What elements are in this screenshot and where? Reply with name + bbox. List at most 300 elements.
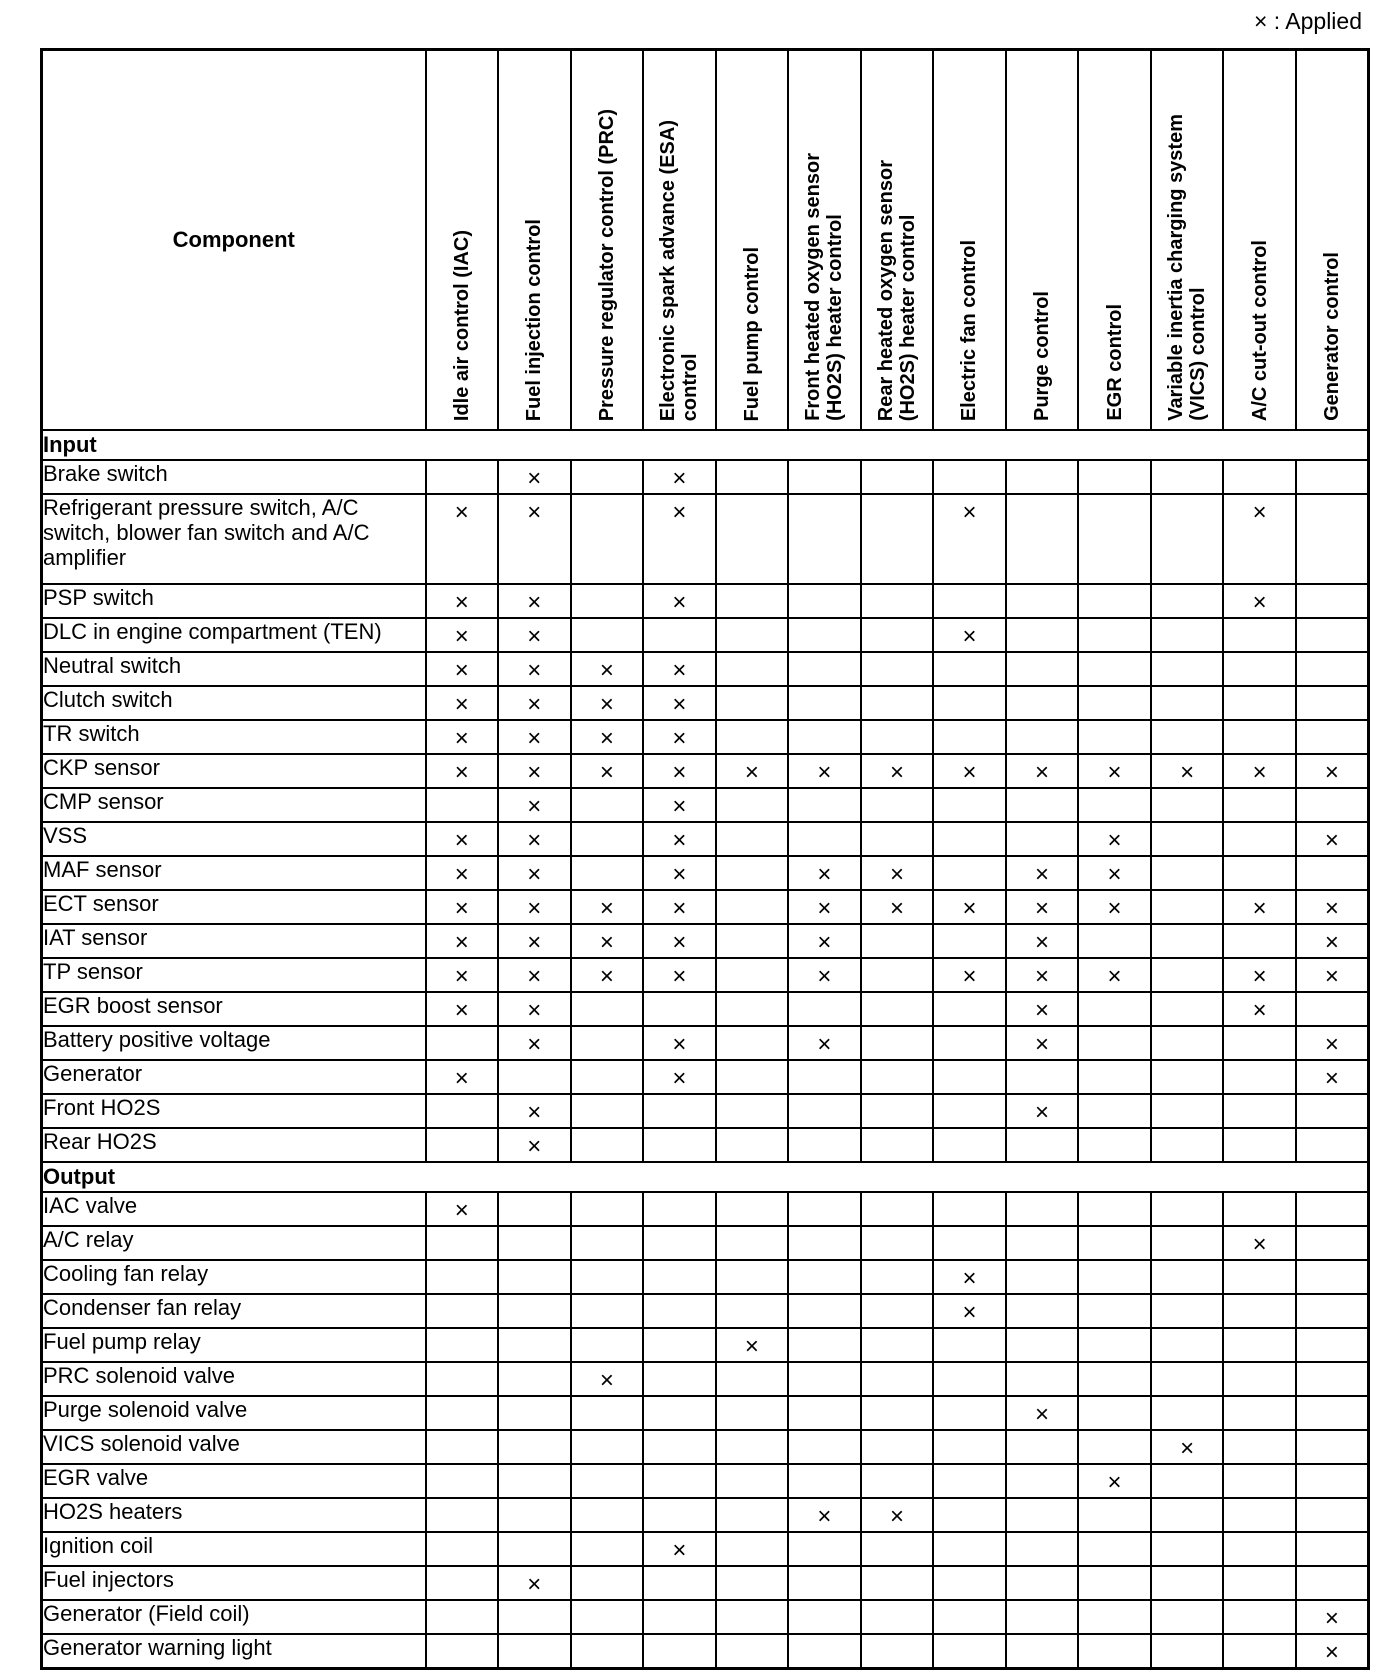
applied-mark: ×: [1223, 584, 1296, 618]
empty-cell: [1078, 1226, 1151, 1260]
applied-mark: ×: [498, 584, 571, 618]
empty-cell: [1296, 1328, 1369, 1362]
empty-cell: [1223, 720, 1296, 754]
applied-mark: ×: [426, 652, 499, 686]
empty-cell: [1151, 1192, 1224, 1226]
column-header-label: Fuel pump control: [740, 246, 763, 421]
empty-cell: [933, 1464, 1006, 1498]
empty-cell: [1223, 1294, 1296, 1328]
empty-cell: [788, 1532, 861, 1566]
empty-cell: [571, 1294, 644, 1328]
applied-mark: ×: [571, 686, 644, 720]
applied-mark: ×: [933, 494, 1006, 584]
empty-cell: [788, 584, 861, 618]
applied-mark: ×: [1296, 1634, 1369, 1669]
empty-cell: [788, 1430, 861, 1464]
applied-mark: ×: [1006, 958, 1079, 992]
empty-cell: [1078, 924, 1151, 958]
empty-cell: [788, 1260, 861, 1294]
column-header: [643, 50, 716, 431]
empty-cell: [933, 1192, 1006, 1226]
empty-cell: [716, 1600, 789, 1634]
empty-cell: [643, 1600, 716, 1634]
applied-mark: ×: [788, 1498, 861, 1532]
table-row: [42, 1060, 1369, 1094]
column-header: [1151, 50, 1224, 431]
column-header: [1296, 50, 1369, 431]
empty-cell: [1296, 686, 1369, 720]
empty-cell: [1223, 652, 1296, 686]
empty-cell: [1151, 584, 1224, 618]
empty-cell: [861, 958, 934, 992]
applied-mark: ×: [498, 460, 571, 494]
empty-cell: [788, 992, 861, 1026]
empty-cell: [643, 992, 716, 1026]
empty-cell: [498, 1328, 571, 1362]
applied-mark: ×: [571, 1362, 644, 1396]
empty-cell: [1223, 856, 1296, 890]
table-row: [42, 618, 1369, 652]
empty-cell: [1223, 1464, 1296, 1498]
empty-cell: [571, 1328, 644, 1362]
empty-cell: [1151, 1226, 1224, 1260]
applied-mark: ×: [1296, 822, 1369, 856]
empty-cell: [1006, 1498, 1079, 1532]
empty-cell: [1296, 788, 1369, 822]
applied-mark: ×: [788, 958, 861, 992]
applied-mark: ×: [1151, 754, 1224, 788]
column-header-label: Electronic spark advance (ESA) control: [657, 119, 702, 421]
applied-mark: ×: [571, 924, 644, 958]
applied-mark: ×: [1078, 856, 1151, 890]
table-row: [42, 856, 1369, 890]
applied-mark: ×: [1223, 754, 1296, 788]
applied-mark: ×: [788, 856, 861, 890]
empty-cell: [571, 992, 644, 1026]
empty-cell: [716, 1532, 789, 1566]
row-label: CKP sensor: [42, 754, 426, 788]
empty-cell: [426, 1396, 499, 1430]
empty-cell: [861, 652, 934, 686]
table-row: [42, 958, 1369, 992]
empty-cell: [788, 1060, 861, 1094]
empty-cell: [1223, 1328, 1296, 1362]
table-row: [42, 1600, 1369, 1634]
empty-cell: [716, 720, 789, 754]
empty-cell: [426, 1532, 499, 1566]
column-header: [1006, 50, 1079, 431]
empty-cell: [861, 1226, 934, 1260]
empty-cell: [933, 856, 1006, 890]
column-header-label: Variable inertia charging system (VICS) control: [1165, 114, 1210, 421]
empty-cell: [1078, 1294, 1151, 1328]
empty-cell: [1296, 856, 1369, 890]
empty-cell: [788, 618, 861, 652]
empty-cell: [1223, 1060, 1296, 1094]
empty-cell: [1078, 494, 1151, 584]
empty-cell: [571, 856, 644, 890]
applied-mark: ×: [498, 1026, 571, 1060]
empty-cell: [1223, 1396, 1296, 1430]
empty-cell: [716, 1226, 789, 1260]
empty-cell: [1296, 584, 1369, 618]
empty-cell: [1296, 494, 1369, 584]
row-label: VICS solenoid valve: [42, 1430, 426, 1464]
empty-cell: [571, 460, 644, 494]
row-label: TP sensor: [42, 958, 426, 992]
applied-mark: ×: [1078, 958, 1151, 992]
column-header-label: Rear heated oxygen sensor (HO2S) heater control: [874, 159, 919, 421]
empty-cell: [1296, 618, 1369, 652]
applied-mark: ×: [498, 618, 571, 652]
row-label: Condenser fan relay: [42, 1294, 426, 1328]
component-header: Component: [42, 50, 426, 431]
empty-cell: [1223, 1260, 1296, 1294]
empty-cell: [933, 1498, 1006, 1532]
empty-cell: [861, 1192, 934, 1226]
empty-cell: [716, 788, 789, 822]
applied-mark: ×: [571, 652, 644, 686]
applied-mark: ×: [498, 958, 571, 992]
empty-cell: [1006, 460, 1079, 494]
empty-cell: [1006, 1566, 1079, 1600]
empty-cell: [788, 1328, 861, 1362]
empty-cell: [1223, 1430, 1296, 1464]
empty-cell: [716, 584, 789, 618]
empty-cell: [1006, 1328, 1079, 1362]
empty-cell: [716, 1128, 789, 1162]
applied-mark: ×: [1296, 754, 1369, 788]
applied-mark: ×: [643, 788, 716, 822]
empty-cell: [716, 1294, 789, 1328]
empty-cell: [1223, 1600, 1296, 1634]
empty-cell: [571, 1430, 644, 1464]
empty-cell: [1078, 460, 1151, 494]
applied-mark: ×: [1006, 1396, 1079, 1430]
applied-mark: ×: [1296, 924, 1369, 958]
empty-cell: [1223, 1362, 1296, 1396]
empty-cell: [861, 1094, 934, 1128]
applied-mark: ×: [643, 494, 716, 584]
applied-mark: ×: [426, 754, 499, 788]
empty-cell: [571, 1026, 644, 1060]
empty-cell: [1078, 652, 1151, 686]
applied-mark: ×: [643, 652, 716, 686]
empty-cell: [571, 618, 644, 652]
empty-cell: [1151, 1362, 1224, 1396]
empty-cell: [788, 1226, 861, 1260]
applied-mark: ×: [933, 618, 1006, 652]
empty-cell: [1296, 1192, 1369, 1226]
empty-cell: [716, 1430, 789, 1464]
empty-cell: [933, 1026, 1006, 1060]
applied-mark: ×: [1223, 1226, 1296, 1260]
empty-cell: [1223, 1128, 1296, 1162]
empty-cell: [1078, 1192, 1151, 1226]
row-label: VSS: [42, 822, 426, 856]
empty-cell: [1151, 1060, 1224, 1094]
empty-cell: [643, 618, 716, 652]
empty-cell: [716, 1192, 789, 1226]
empty-cell: [1151, 1094, 1224, 1128]
row-label: EGR valve: [42, 1464, 426, 1498]
empty-cell: [933, 1094, 1006, 1128]
empty-cell: [498, 1600, 571, 1634]
empty-cell: [643, 1566, 716, 1600]
empty-cell: [933, 686, 1006, 720]
applied-mark: ×: [571, 754, 644, 788]
empty-cell: [1296, 992, 1369, 1026]
applied-mark: ×: [933, 1294, 1006, 1328]
empty-cell: [788, 1566, 861, 1600]
empty-cell: [861, 1026, 934, 1060]
table-row: [42, 1328, 1369, 1362]
empty-cell: [1006, 584, 1079, 618]
empty-cell: [643, 1094, 716, 1128]
empty-cell: [788, 1094, 861, 1128]
empty-cell: [1151, 890, 1224, 924]
section-title: Input: [42, 430, 1369, 460]
empty-cell: [571, 822, 644, 856]
table-row: [42, 1260, 1369, 1294]
table-row: [42, 1362, 1369, 1396]
empty-cell: [861, 1566, 934, 1600]
applied-mark: ×: [1006, 890, 1079, 924]
empty-cell: [571, 788, 644, 822]
table-row: [42, 924, 1369, 958]
empty-cell: [571, 1128, 644, 1162]
applied-mark: ×: [643, 1532, 716, 1566]
empty-cell: [571, 1532, 644, 1566]
empty-cell: [716, 992, 789, 1026]
empty-cell: [643, 1464, 716, 1498]
applied-mark: ×: [861, 754, 934, 788]
applied-mark: ×: [498, 890, 571, 924]
empty-cell: [1151, 788, 1224, 822]
row-label: Clutch switch: [42, 686, 426, 720]
row-label: Front HO2S: [42, 1094, 426, 1128]
applied-mark: ×: [1296, 958, 1369, 992]
empty-cell: [498, 1060, 571, 1094]
empty-cell: [861, 822, 934, 856]
empty-cell: [1151, 1600, 1224, 1634]
column-header-label: Generator control: [1320, 252, 1343, 421]
empty-cell: [498, 1532, 571, 1566]
column-header: [1078, 50, 1151, 431]
empty-cell: [716, 1094, 789, 1128]
empty-cell: [1078, 618, 1151, 652]
empty-cell: [571, 494, 644, 584]
empty-cell: [571, 1260, 644, 1294]
empty-cell: [933, 1328, 1006, 1362]
applied-mark: ×: [1078, 754, 1151, 788]
empty-cell: [861, 1060, 934, 1094]
empty-cell: [1223, 1532, 1296, 1566]
empty-cell: [861, 992, 934, 1026]
applied-mark: ×: [498, 652, 571, 686]
applied-mark: ×: [498, 924, 571, 958]
empty-cell: [1296, 1294, 1369, 1328]
applied-mark: ×: [571, 890, 644, 924]
table-row: [42, 1094, 1369, 1128]
empty-cell: [788, 1634, 861, 1669]
column-header-label: Purge control: [1031, 290, 1054, 421]
row-label: IAC valve: [42, 1192, 426, 1226]
applied-mark: ×: [1223, 958, 1296, 992]
empty-cell: [498, 1362, 571, 1396]
empty-cell: [1078, 1566, 1151, 1600]
row-label: Purge solenoid valve: [42, 1396, 426, 1430]
column-header: [426, 50, 499, 431]
empty-cell: [1223, 1026, 1296, 1060]
empty-cell: [1151, 1328, 1224, 1362]
empty-cell: [861, 720, 934, 754]
empty-cell: [426, 1226, 499, 1260]
table-row: [42, 992, 1369, 1026]
applied-mark: ×: [1078, 822, 1151, 856]
applied-mark: ×: [1006, 856, 1079, 890]
empty-cell: [1151, 1634, 1224, 1669]
empty-cell: [1006, 720, 1079, 754]
empty-cell: [933, 1396, 1006, 1430]
applied-mark: ×: [1006, 1094, 1079, 1128]
applied-mark: ×: [1151, 1430, 1224, 1464]
row-label: Generator: [42, 1060, 426, 1094]
column-header: [933, 50, 1006, 431]
empty-cell: [643, 1328, 716, 1362]
applied-mark: ×: [426, 822, 499, 856]
applied-mark: ×: [643, 686, 716, 720]
empty-cell: [1078, 720, 1151, 754]
empty-cell: [788, 460, 861, 494]
section-row: [42, 430, 1369, 460]
table-row: [42, 1128, 1369, 1162]
table-row: [42, 1192, 1369, 1226]
empty-cell: [1006, 494, 1079, 584]
empty-cell: [643, 1362, 716, 1396]
empty-cell: [1223, 686, 1296, 720]
empty-cell: [861, 584, 934, 618]
empty-cell: [1296, 1362, 1369, 1396]
empty-cell: [788, 1294, 861, 1328]
empty-cell: [861, 1634, 934, 1669]
applied-mark: ×: [426, 618, 499, 652]
empty-cell: [1223, 924, 1296, 958]
empty-cell: [426, 788, 499, 822]
empty-cell: [426, 1094, 499, 1128]
empty-cell: [643, 1396, 716, 1430]
applied-mark: ×: [498, 754, 571, 788]
applied-mark: ×: [788, 890, 861, 924]
empty-cell: [861, 1600, 934, 1634]
empty-cell: [716, 686, 789, 720]
applied-mark: ×: [498, 856, 571, 890]
table-row: [42, 494, 1369, 584]
empty-cell: [1006, 1060, 1079, 1094]
empty-cell: [1296, 1226, 1369, 1260]
column-header: [1223, 50, 1296, 431]
empty-cell: [426, 1362, 499, 1396]
matrix-body: [42, 430, 1369, 1669]
empty-cell: [1296, 652, 1369, 686]
empty-cell: [933, 652, 1006, 686]
applied-mark: ×: [498, 788, 571, 822]
applied-mark: ×: [426, 686, 499, 720]
applied-mark: ×: [571, 720, 644, 754]
empty-cell: [788, 1396, 861, 1430]
empty-cell: [426, 460, 499, 494]
empty-cell: [498, 1498, 571, 1532]
empty-cell: [1078, 1328, 1151, 1362]
applied-mark: ×: [643, 720, 716, 754]
applied-mark: ×: [426, 890, 499, 924]
empty-cell: [1223, 1634, 1296, 1669]
empty-cell: [716, 822, 789, 856]
empty-cell: [571, 1396, 644, 1430]
empty-cell: [1078, 686, 1151, 720]
applied-mark: ×: [426, 720, 499, 754]
empty-cell: [1006, 1294, 1079, 1328]
empty-cell: [1078, 1260, 1151, 1294]
table-row: [42, 686, 1369, 720]
row-label: DLC in engine compartment (TEN): [42, 618, 426, 652]
row-label: PRC solenoid valve: [42, 1362, 426, 1396]
empty-cell: [1151, 494, 1224, 584]
row-label: TR switch: [42, 720, 426, 754]
empty-cell: [498, 1396, 571, 1430]
empty-cell: [1151, 1464, 1224, 1498]
column-header-label: Pressure regulator control (PRC): [595, 108, 618, 421]
applied-mark: ×: [1296, 890, 1369, 924]
row-label: EGR boost sensor: [42, 992, 426, 1026]
applied-mark: ×: [426, 856, 499, 890]
empty-cell: [1296, 1566, 1369, 1600]
empty-cell: [861, 1294, 934, 1328]
empty-cell: [571, 1226, 644, 1260]
empty-cell: [1006, 686, 1079, 720]
empty-cell: [788, 720, 861, 754]
empty-cell: [788, 494, 861, 584]
empty-cell: [1006, 1362, 1079, 1396]
empty-cell: [716, 856, 789, 890]
empty-cell: [716, 1464, 789, 1498]
empty-cell: [1151, 1396, 1224, 1430]
column-header-row: [42, 50, 1369, 431]
applied-mark: ×: [1223, 890, 1296, 924]
applied-mark: ×: [498, 992, 571, 1026]
row-label: Refrigerant pressure switch, A/C switch, blower fan switch and A/C amplifier: [42, 494, 426, 584]
section-row: [42, 1162, 1369, 1192]
empty-cell: [1151, 686, 1224, 720]
applied-mark: ×: [426, 992, 499, 1026]
empty-cell: [933, 924, 1006, 958]
applied-mark: ×: [933, 1260, 1006, 1294]
column-header: [571, 50, 644, 431]
applied-mark: ×: [498, 822, 571, 856]
empty-cell: [426, 1128, 499, 1162]
empty-cell: [1151, 1026, 1224, 1060]
applied-mark: ×: [643, 1026, 716, 1060]
applied-mark: ×: [643, 958, 716, 992]
empty-cell: [1223, 788, 1296, 822]
table-row: [42, 1498, 1369, 1532]
table-row: [42, 1464, 1369, 1498]
empty-cell: [1078, 1362, 1151, 1396]
empty-cell: [498, 1260, 571, 1294]
empty-cell: [861, 1396, 934, 1430]
legend-note: × : Applied: [1253, 8, 1362, 34]
empty-cell: [861, 686, 934, 720]
